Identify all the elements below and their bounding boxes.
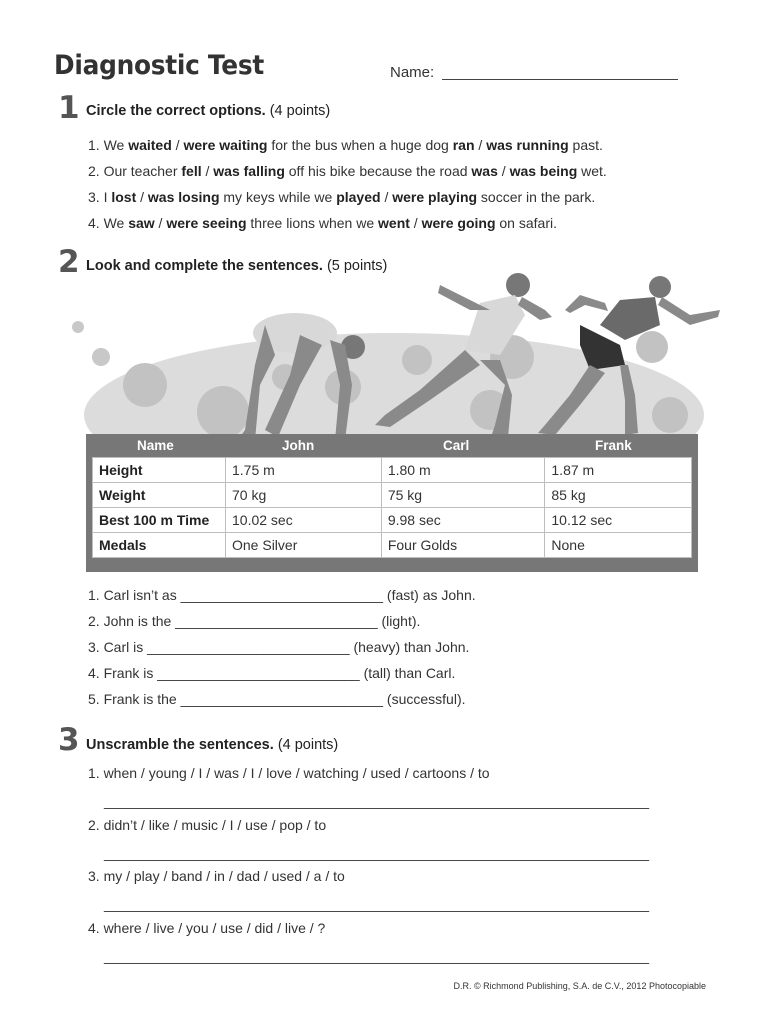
row-label: Medals (93, 533, 226, 558)
item-text: past. (568, 137, 603, 153)
copyright-footer: D.R. © Richmond Publishing, S.A. de C.V., 2012 Photocopiable (453, 981, 706, 991)
option[interactable]: was (471, 163, 498, 179)
item-text: 1. We (88, 137, 129, 153)
table-header-name: Name (137, 438, 174, 453)
separator: / (136, 189, 148, 205)
cell-john: One Silver (226, 533, 382, 558)
section-1-number: 1 (58, 90, 80, 126)
cell-john: 10.02 sec (226, 508, 382, 533)
table-row (93, 508, 692, 533)
sentence-4[interactable]: 4. Frank is __________________________ (tall) than Carl. (88, 665, 456, 681)
option[interactable]: fell (181, 163, 202, 179)
option[interactable]: waited (128, 137, 172, 153)
section-1-heading (86, 103, 330, 119)
answer-line-3[interactable]: ______________________________________________________________________ (104, 896, 650, 912)
option[interactable]: saw (128, 215, 155, 231)
section-3-heading (86, 737, 338, 753)
cell-carl: Four Golds (381, 533, 545, 558)
answer-line-2[interactable]: ______________________________________________________________________ (104, 845, 650, 861)
cell-john: 1.75 m (226, 458, 382, 483)
table-header-carl: Carl (443, 438, 470, 453)
section-3-title: Unscramble the sentences. (86, 737, 274, 753)
separator: / (474, 137, 487, 153)
cell-frank: 1.87 m (545, 458, 692, 483)
option[interactable]: were seeing (166, 215, 247, 231)
table-row (93, 533, 692, 558)
option[interactable]: played (336, 189, 381, 205)
scramble-item-1: 1. when / young / I / was / I / love / watching / used / cartoons / to (88, 765, 490, 781)
option[interactable]: were waiting (183, 137, 268, 153)
cell-frank: None (545, 533, 692, 558)
option[interactable]: was losing (147, 189, 220, 205)
option[interactable]: ran (452, 137, 475, 153)
cell-carl: 1.80 m (381, 458, 545, 483)
item-text: on safari. (495, 215, 557, 231)
item-text: 2. Our teacher (88, 163, 182, 179)
option[interactable]: was being (509, 163, 578, 179)
item-text: wet. (577, 163, 607, 179)
table-row (93, 458, 692, 483)
cell-carl: 75 kg (381, 483, 545, 508)
table-header-frank: Frank (595, 438, 632, 453)
item-text: for the bus when a huge dog (267, 137, 453, 153)
item-text: 3. I (88, 189, 112, 205)
section-1-item (88, 137, 603, 153)
section-3-number: 3 (58, 722, 80, 758)
item-text: three lions when we (246, 215, 379, 231)
option[interactable]: went (378, 215, 410, 231)
section-1-item (88, 189, 595, 205)
separator: / (409, 215, 422, 231)
option[interactable]: were going (421, 215, 496, 231)
sentence-1[interactable]: 1. Carl isn’t as __________________________ (fast) as John. (88, 587, 476, 603)
item-text: off his bike because the road (284, 163, 472, 179)
option[interactable]: was falling (213, 163, 285, 179)
cell-frank: 10.12 sec (545, 508, 692, 533)
cell-john: 70 kg (226, 483, 382, 508)
athlete-stats-table (92, 457, 692, 558)
separator: / (171, 137, 184, 153)
sentence-3[interactable]: 3. Carl is __________________________ (heavy) than John. (88, 639, 470, 655)
section-3-points: (4 points) (277, 737, 339, 753)
separator: / (201, 163, 214, 179)
option[interactable]: was running (486, 137, 569, 153)
scramble-item-3: 3. my / play / band / in / dad / used / a / to (88, 868, 345, 884)
answer-line-1[interactable]: ______________________________________________________________________ (104, 793, 650, 809)
item-text: my keys while we (219, 189, 337, 205)
sentence-2[interactable]: 2. John is the __________________________ (light). (88, 613, 421, 629)
section-2-number: 2 (58, 244, 80, 280)
name-field[interactable] (442, 79, 678, 80)
section-1-title: Circle the correct options. (86, 103, 266, 119)
cell-carl: 9.98 sec (381, 508, 545, 533)
section-2-title: Look and complete the sentences. (86, 258, 323, 274)
row-label: Best 100 m Time (93, 508, 226, 533)
row-label: Weight (93, 483, 226, 508)
option[interactable]: were playing (392, 189, 478, 205)
separator: / (380, 189, 393, 205)
section-1-item (88, 215, 557, 231)
table-header-john: John (282, 438, 315, 453)
scramble-item-4: 4. where / live / you / use / did / live / ? (88, 920, 326, 936)
item-text: soccer in the park. (477, 189, 596, 205)
answer-line-4[interactable]: ______________________________________________________________________ (104, 948, 650, 964)
scramble-item-2: 2. didn’t / like / music / I / use / pop / to (88, 817, 327, 833)
section-1-item (88, 163, 607, 179)
section-2-points: (5 points) (326, 258, 388, 274)
separator: / (154, 215, 167, 231)
separator: / (497, 163, 510, 179)
cell-frank: 85 kg (545, 483, 692, 508)
section-1-points: (4 points) (269, 103, 331, 119)
page-title: Diagnostic Test (54, 50, 264, 81)
table-row (93, 483, 692, 508)
name-label: Name: (390, 64, 435, 81)
row-label: Height (93, 458, 226, 483)
option[interactable]: lost (111, 189, 137, 205)
sentence-5[interactable]: 5. Frank is the __________________________ (successful). (88, 691, 466, 707)
item-text: 4. We (88, 215, 129, 231)
